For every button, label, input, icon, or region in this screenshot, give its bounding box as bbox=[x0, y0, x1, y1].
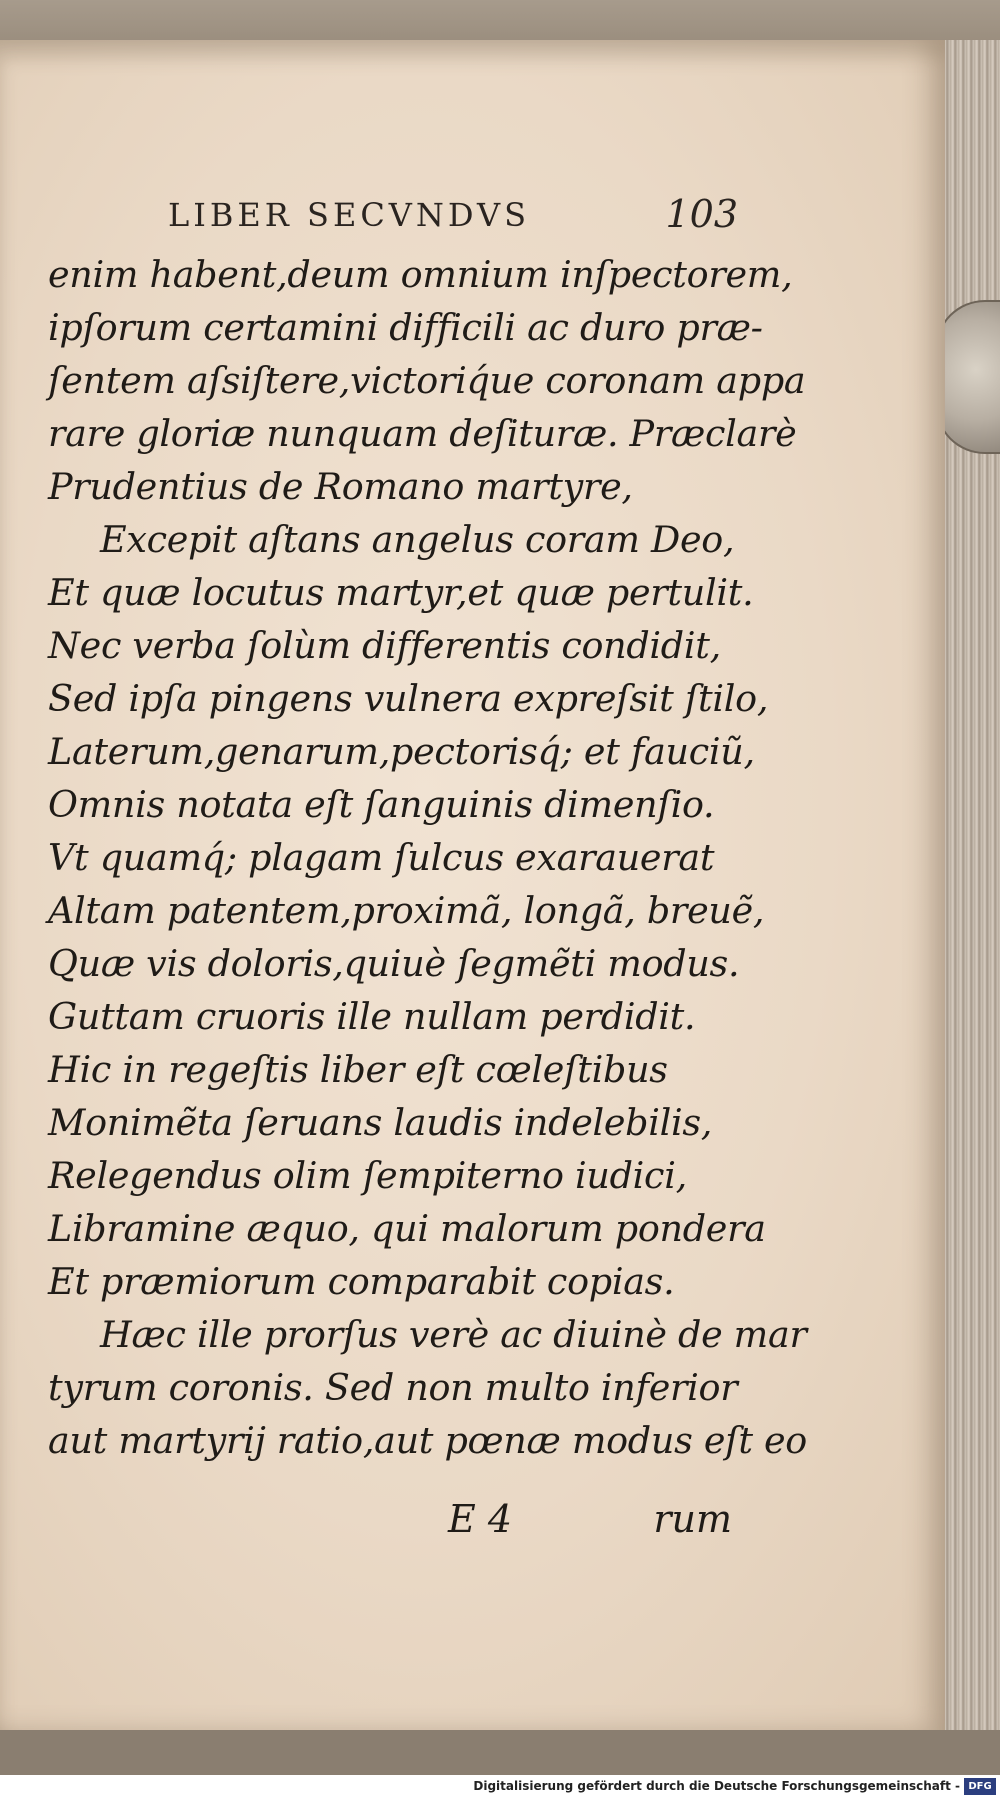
text-line: Guttam cruoris ille nullam perdidit. bbox=[48, 995, 696, 1038]
funding-notice: Digitalisierung gefördert durch die Deutsche Forschungsgemeinschaft - bbox=[473, 1779, 960, 1793]
page-number: 103 bbox=[665, 192, 738, 236]
text-line: aut martyrij ratio,aut pœnæ modus eſt eo bbox=[48, 1419, 807, 1462]
text-line: Laterum,genarum,pectorisq́; et fauciũ, bbox=[48, 730, 755, 773]
text-line: Altam patentem,proximã, longã, breuẽ, bbox=[48, 889, 765, 932]
text-line: Hæc ille prorſus verè ac diuinè de mar bbox=[100, 1313, 807, 1356]
text-line: Omnis notata eſt ſanguinis dimenſio. bbox=[48, 783, 715, 826]
text-line: Quæ vis doloris,quiuè ſegmẽti modus. bbox=[48, 942, 740, 985]
text-line: ipſorum certamini difficili ac duro præ- bbox=[48, 306, 763, 349]
text-body bbox=[48, 248, 807, 1467]
signature-mark: E 4 bbox=[448, 1497, 512, 1541]
text-line: ſentem aſsiſtere,victoriq́ue coronam appa bbox=[48, 359, 806, 402]
text-line: Et quæ locutus martyr,et quæ pertulit. bbox=[48, 571, 754, 614]
text-line: Prudentius de Romano martyre, bbox=[48, 465, 633, 508]
text-line: Relegendus olim ſempiterno iudici, bbox=[48, 1154, 687, 1197]
page-edges bbox=[940, 40, 1000, 1730]
dfg-logo: DFG bbox=[964, 1778, 996, 1795]
text-line: enim habent,deum omnium inſpectorem, bbox=[48, 253, 793, 296]
running-header bbox=[168, 192, 748, 246]
text-line: Excepit aſtans angelus coram Deo, bbox=[100, 518, 735, 561]
text-line: rare gloriæ nunquam deſituræ. Præclarè bbox=[48, 412, 797, 455]
header-title: LIBER SECVNDVS bbox=[168, 196, 531, 234]
text-line: Libramine æquo, qui malorum pondera bbox=[48, 1207, 766, 1250]
text-line: Nec verba ſolùm differentis condidit, bbox=[48, 624, 721, 667]
text-line: tyrum coronis. Sed non multo inferior bbox=[48, 1366, 738, 1409]
text-line: Vt quamq́; plagam ſulcus exarauerat bbox=[48, 836, 715, 879]
page-footer-marks bbox=[48, 1497, 748, 1553]
text-line: Et præmiorum comparabit copias. bbox=[48, 1260, 675, 1303]
text-line: Sed ipſa pingens vulnera expreſsit ſtilo, bbox=[48, 677, 769, 720]
text-line: Monimẽta ſeruans laudis indelebilis, bbox=[48, 1101, 713, 1144]
catchword: rum bbox=[653, 1497, 732, 1541]
text-line: Hic in regeſtis liber eſt cœleſtibus bbox=[48, 1048, 668, 1091]
digitization-footer bbox=[0, 1775, 1000, 1800]
